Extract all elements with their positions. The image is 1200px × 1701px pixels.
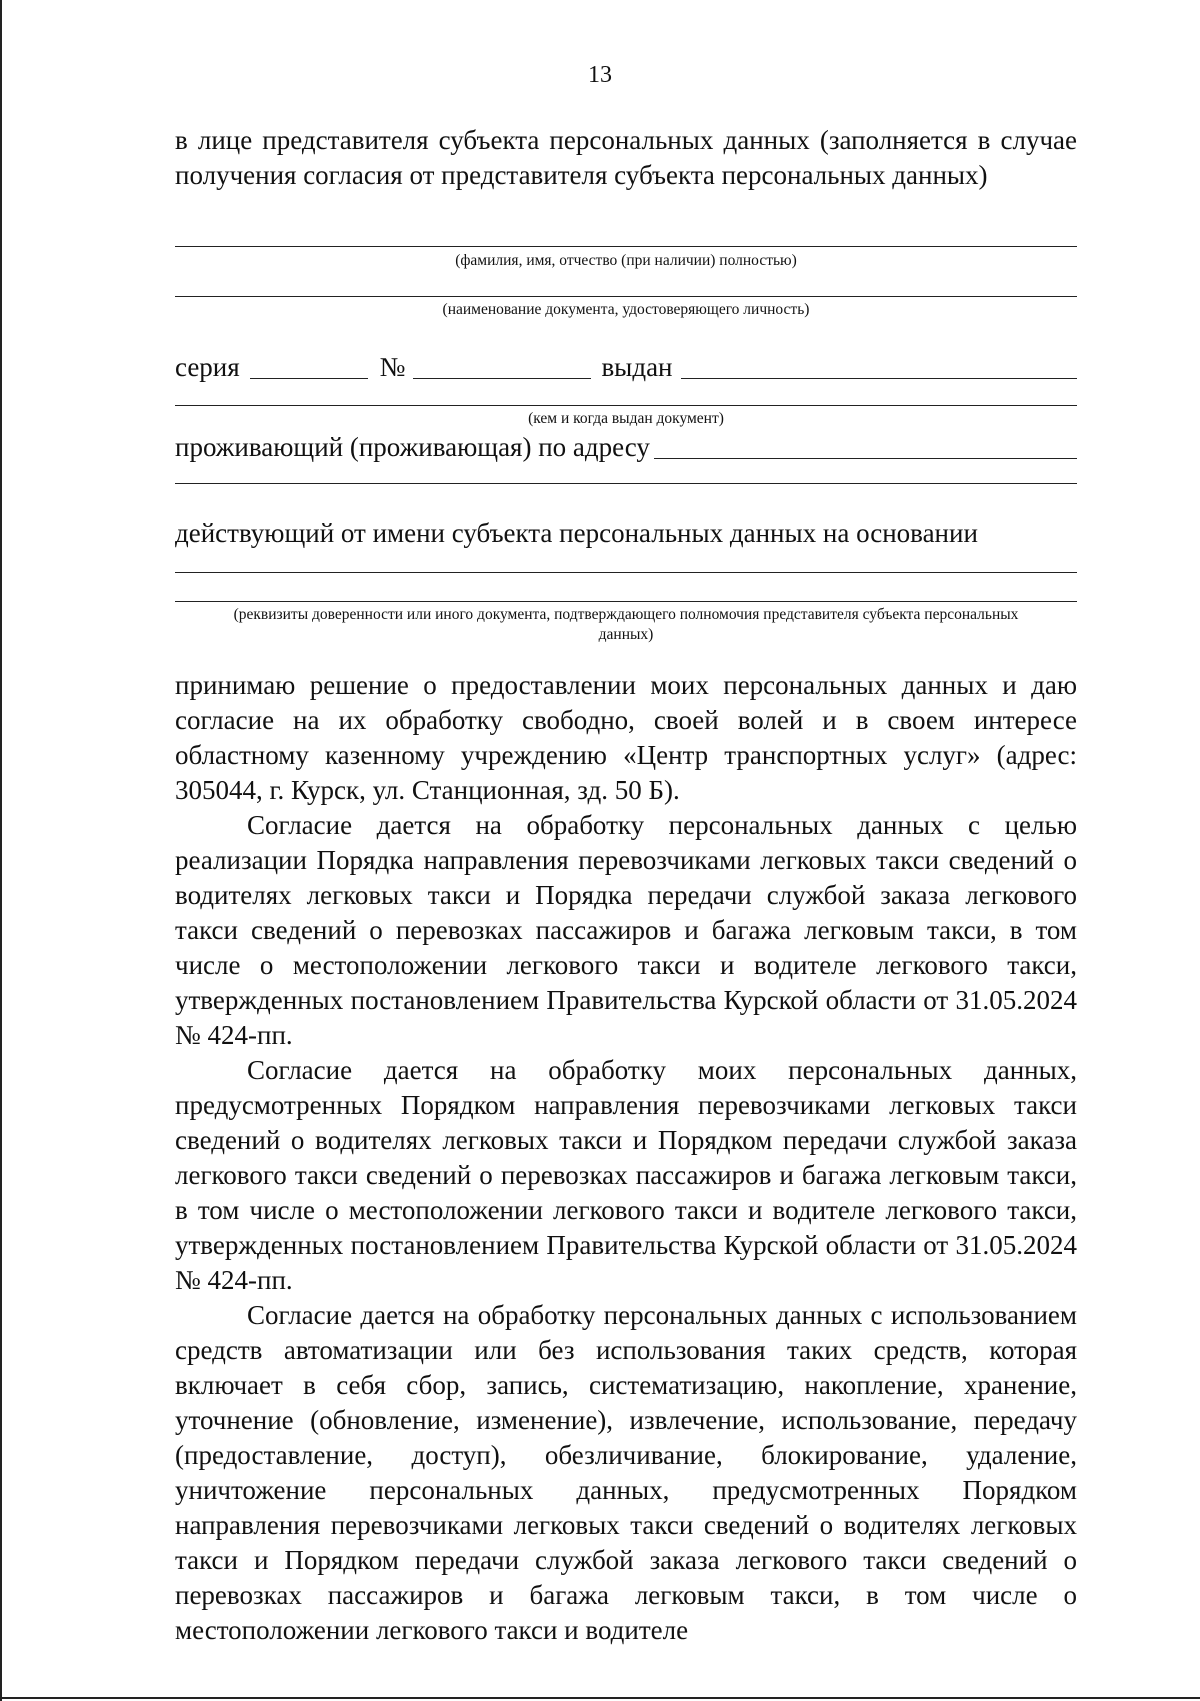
issued-by-caption: (кем и когда выдан документ) bbox=[528, 410, 724, 427]
full-name-caption: (фамилия, имя, отчество (при наличии) полностью) bbox=[455, 252, 797, 269]
consent-paragraph-2: Согласие дается на обработку персональных данных с целью реализации Порядка направления перевозчиками легковых такси сведений о водителях легковых такси и Порядка передачи службой заказа легкового такси сведений о перевозках пассажиров и багажа легковым такси, в том числе о местоположении легкового такси и водителе легкового такси, утвержденных постановлением Правительства Курской области от 31.05.2024 № 424-пп. bbox=[175, 810, 1077, 1050]
scan-bottom-edge bbox=[0, 1697, 1200, 1699]
id-document-line bbox=[175, 296, 1077, 297]
address-line-2 bbox=[175, 483, 1077, 484]
authority-line-2 bbox=[175, 601, 1077, 602]
full-name-line bbox=[175, 246, 1077, 247]
number-label: № bbox=[379, 352, 406, 382]
series-row bbox=[175, 350, 1077, 385]
series-label: серия bbox=[175, 352, 240, 382]
acting-label: действующий от имени субъекта персональных данных на основании bbox=[175, 518, 978, 548]
issued-label: выдан bbox=[601, 352, 673, 382]
acting-row bbox=[175, 516, 1077, 551]
consent-paragraph-4: Согласие дается на обработку персональных данных с использованием средств автоматизации или без использования таких средств, которая включает в себя сбор, запись, систематизацию, накопление, хранение, уточнение (обновление, изменение), извлечение, использование, передачу (предоставление, доступ), обезличивание, блокирование, удаление, уничтожение персональных данных, предусмотренных Порядком направления перевозчиками легковых такси сведений о водителях легковых такси и Порядком передачи службой заказа легкового такси сведений о перевозках пассажиров и багажа легковым такси, в том числе о местоположении легкового такси и водителе bbox=[175, 1300, 1077, 1645]
address-row bbox=[175, 430, 1077, 465]
consent-paragraph-3: Согласие дается на обработку моих персональных данных, предусмотренных Порядком направления перевозчиками легковых такси сведений о водителях легковых такси и Порядком передачи службой заказа легкового такси сведений о перевозках пассажиров и багажа легковым такси, в том числе о местоположении легкового такси и водителе легкового такси, утвержденных постановлением Правительства Курской области от 31.05.2024 № 424-пп. bbox=[175, 1055, 1077, 1295]
scan-left-edge bbox=[0, 0, 2, 1701]
number-blank bbox=[413, 378, 591, 379]
authority-caption: (реквизиты доверенности или иного документа, подтверждающего полномочия представителя субъекта персональных данных) bbox=[233, 606, 1019, 643]
authority-line-1 bbox=[175, 572, 1077, 573]
issued-by-line bbox=[175, 405, 1077, 406]
id-document-caption: (наименование документа, удостоверяющего личность) bbox=[442, 301, 810, 318]
address-label: проживающий (проживающая) по адресу bbox=[175, 432, 650, 462]
page-number: 13 bbox=[588, 62, 612, 88]
representative-intro: в лице представителя субъекта персональных данных (заполняется в случае получения согласия от представителя субъекта персональных данных) bbox=[175, 125, 1077, 190]
consent-paragraph-1: принимаю решение о предоставлении моих персональных данных и даю согласие на их обработку свободно, своей волей и в своем интересе областному казенному учреждению «Центр транспортных услуг» (адрес: 305044, г. Курск, ул. Станционная, зд. 50 Б). bbox=[175, 670, 1077, 805]
address-blank bbox=[654, 458, 1077, 459]
issued-blank bbox=[681, 378, 1078, 379]
series-blank bbox=[250, 378, 368, 379]
consent-body bbox=[175, 668, 1077, 1648]
